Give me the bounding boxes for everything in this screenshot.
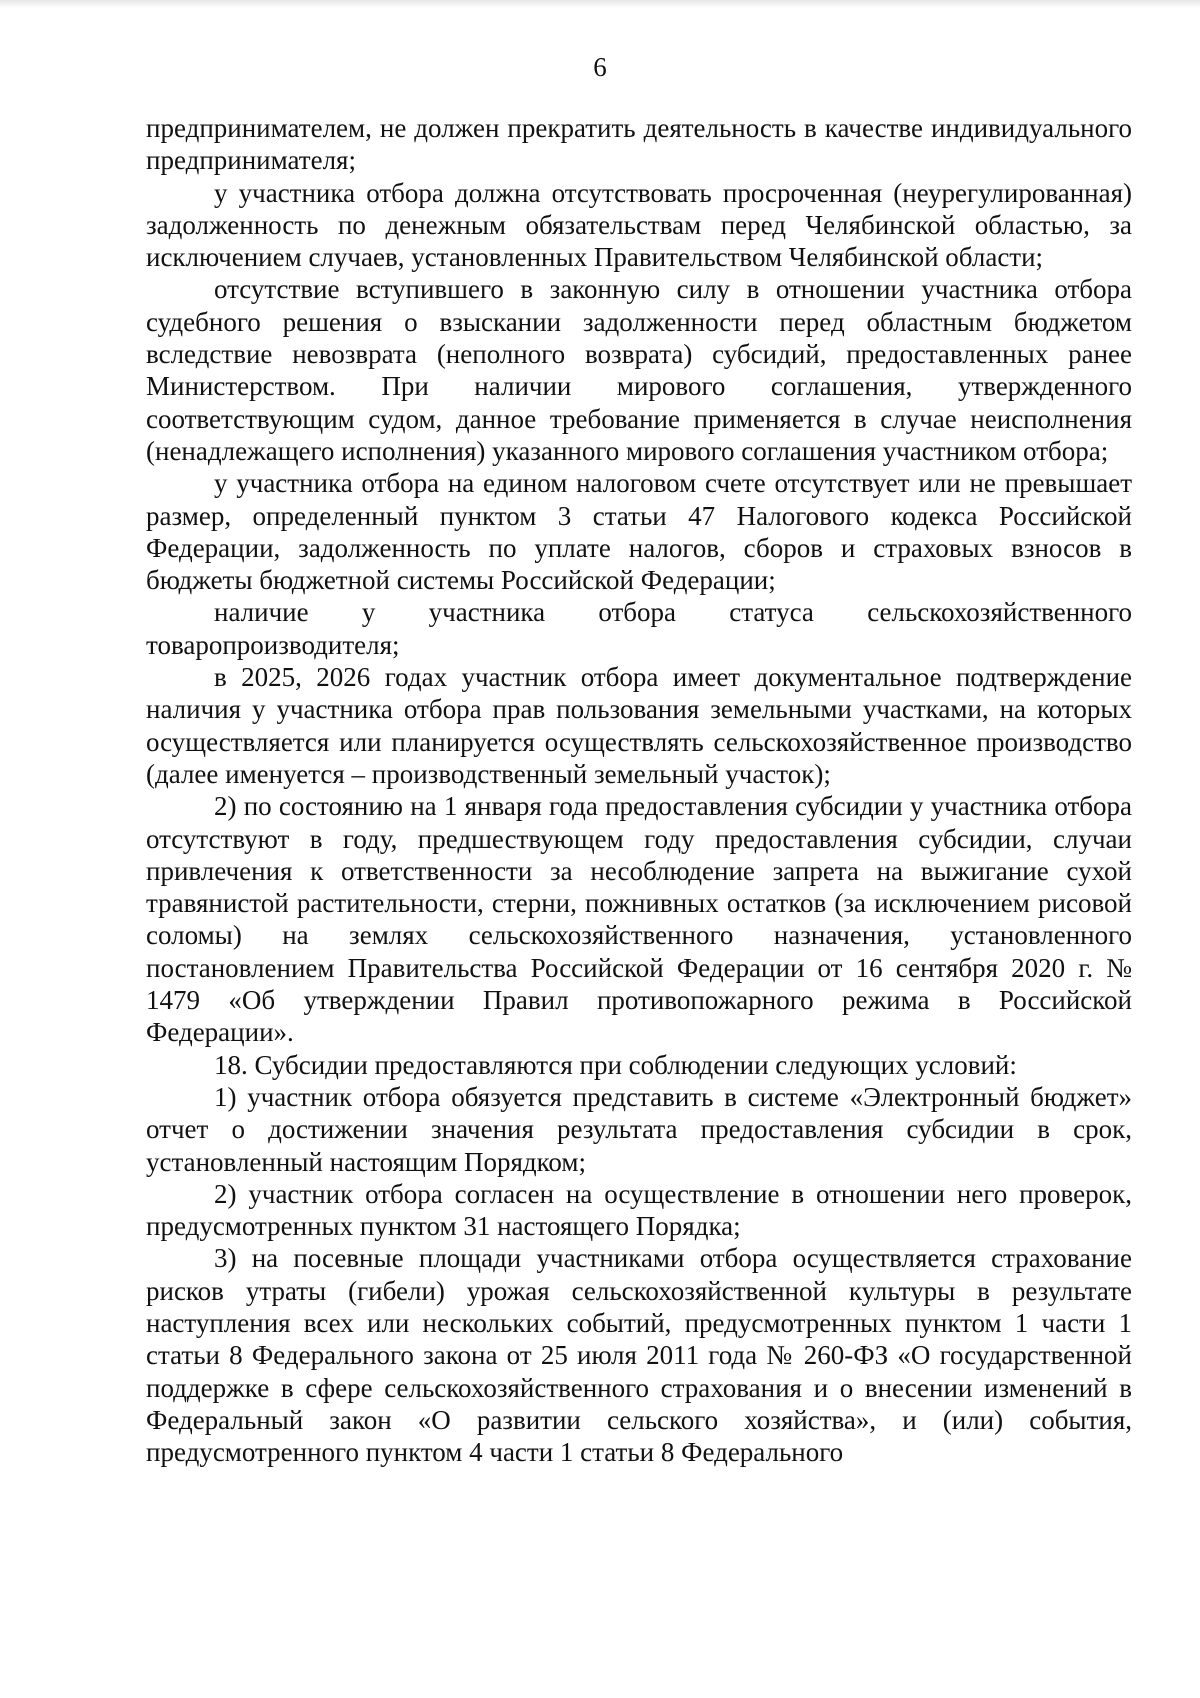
paragraph: у участника отбора должна отсутствовать просроченная (неурегулированная) задолженность по денежным обязательствам перед Челябинской областью, за исключением случаев, установленных Правительством Челябинской области; — [146, 177, 1132, 273]
document-body — [146, 112, 1132, 1468]
paragraph: 3) на посевные площади участниками отбора осуществляется страхование рисков утраты (гибели) урожая сельскохозяйственной культуры в результате наступления всех или нескольких событий, предусмотренных пунктом 1 части 1 статьи 8 Федерального закона от 25 июля 2011 года № 260-ФЗ «О государственной поддержке в сфере сельскохозяйственного страхования и о внесении изменений в Федеральный закон «О развитии сельского хозяйства», и (или) события, предусмотренного пунктом 4 части 1 статьи 8 Федерального — [146, 1243, 1132, 1468]
paragraph: в 2025, 2026 годах участник отбора имеет документальное подтверждение наличия у участника отбора прав пользования земельными участками, на которых осуществляется или планируется осуществлять сельскохозяйственное производство (далее именуется – производственный земельный участок); — [146, 662, 1132, 789]
paragraph: отсутствие вступившего в законную силу в отношении участника отбора судебного решения о взыскании задолженности перед областным бюджетом вследствие невозврата (неполного возврата) субсидий, предоставленных ранее Министерством. При наличии мирового соглашения, утвержденного соответствующим судом, данное требование применяется в случае неисполнения (ненадлежащего исполнения) указанного мирового соглашения участником отбора; — [146, 274, 1132, 466]
page-number: 6 — [593, 52, 607, 82]
paragraph: у участника отбора на едином налоговом счете отсутствует или не превышает размер, определенный пунктом 3 статьи 47 Налогового кодекса Российской Федерации, задолженность по уплате налогов, сборов и страховых взносов в бюджеты бюджетной системы Российской Федерации; — [146, 468, 1132, 596]
scan-edge-shading — [0, 0, 1200, 8]
paragraph: 18. Субсидии предоставляются при соблюдении следующих условий: — [214, 1049, 1017, 1080]
paragraph: 2) по состоянию на 1 января года предоставления субсидии у участника отбора отсутствуют в году, предшествующем году предоставления субсидии, случаи привлечения к ответственности за несоблюдение запрета на выжигание сухой травянистой растительности, стерни, пожнивных остатков (за исключением рисовой соломы) на землях сельскохозяйственного назначения, установленного постановлением Правительства Российской Федерации от 16 сентября 2020 г. № 1479 «Об утверждении Правил противопожарного режима в Российской Федерации». — [146, 791, 1132, 1048]
paragraph: наличие у участника отбора статуса сельскохозяйственного товаропроизводителя; — [146, 597, 1132, 660]
paragraph: 1) участник отбора обязуется представить в системе «Электронный бюджет» отчет о достижении значения результата предоставления субсидии в срок, установленный настоящим Порядком; — [146, 1081, 1132, 1177]
paragraph-continuation: предпринимателем, не должен прекратить деятельность в качестве индивидуального предпринимателя; — [146, 113, 1132, 176]
paragraph: 2) участник отбора согласен на осуществление в отношении него проверок, предусмотренных пунктом 31 настоящего Порядка; — [146, 1178, 1132, 1242]
